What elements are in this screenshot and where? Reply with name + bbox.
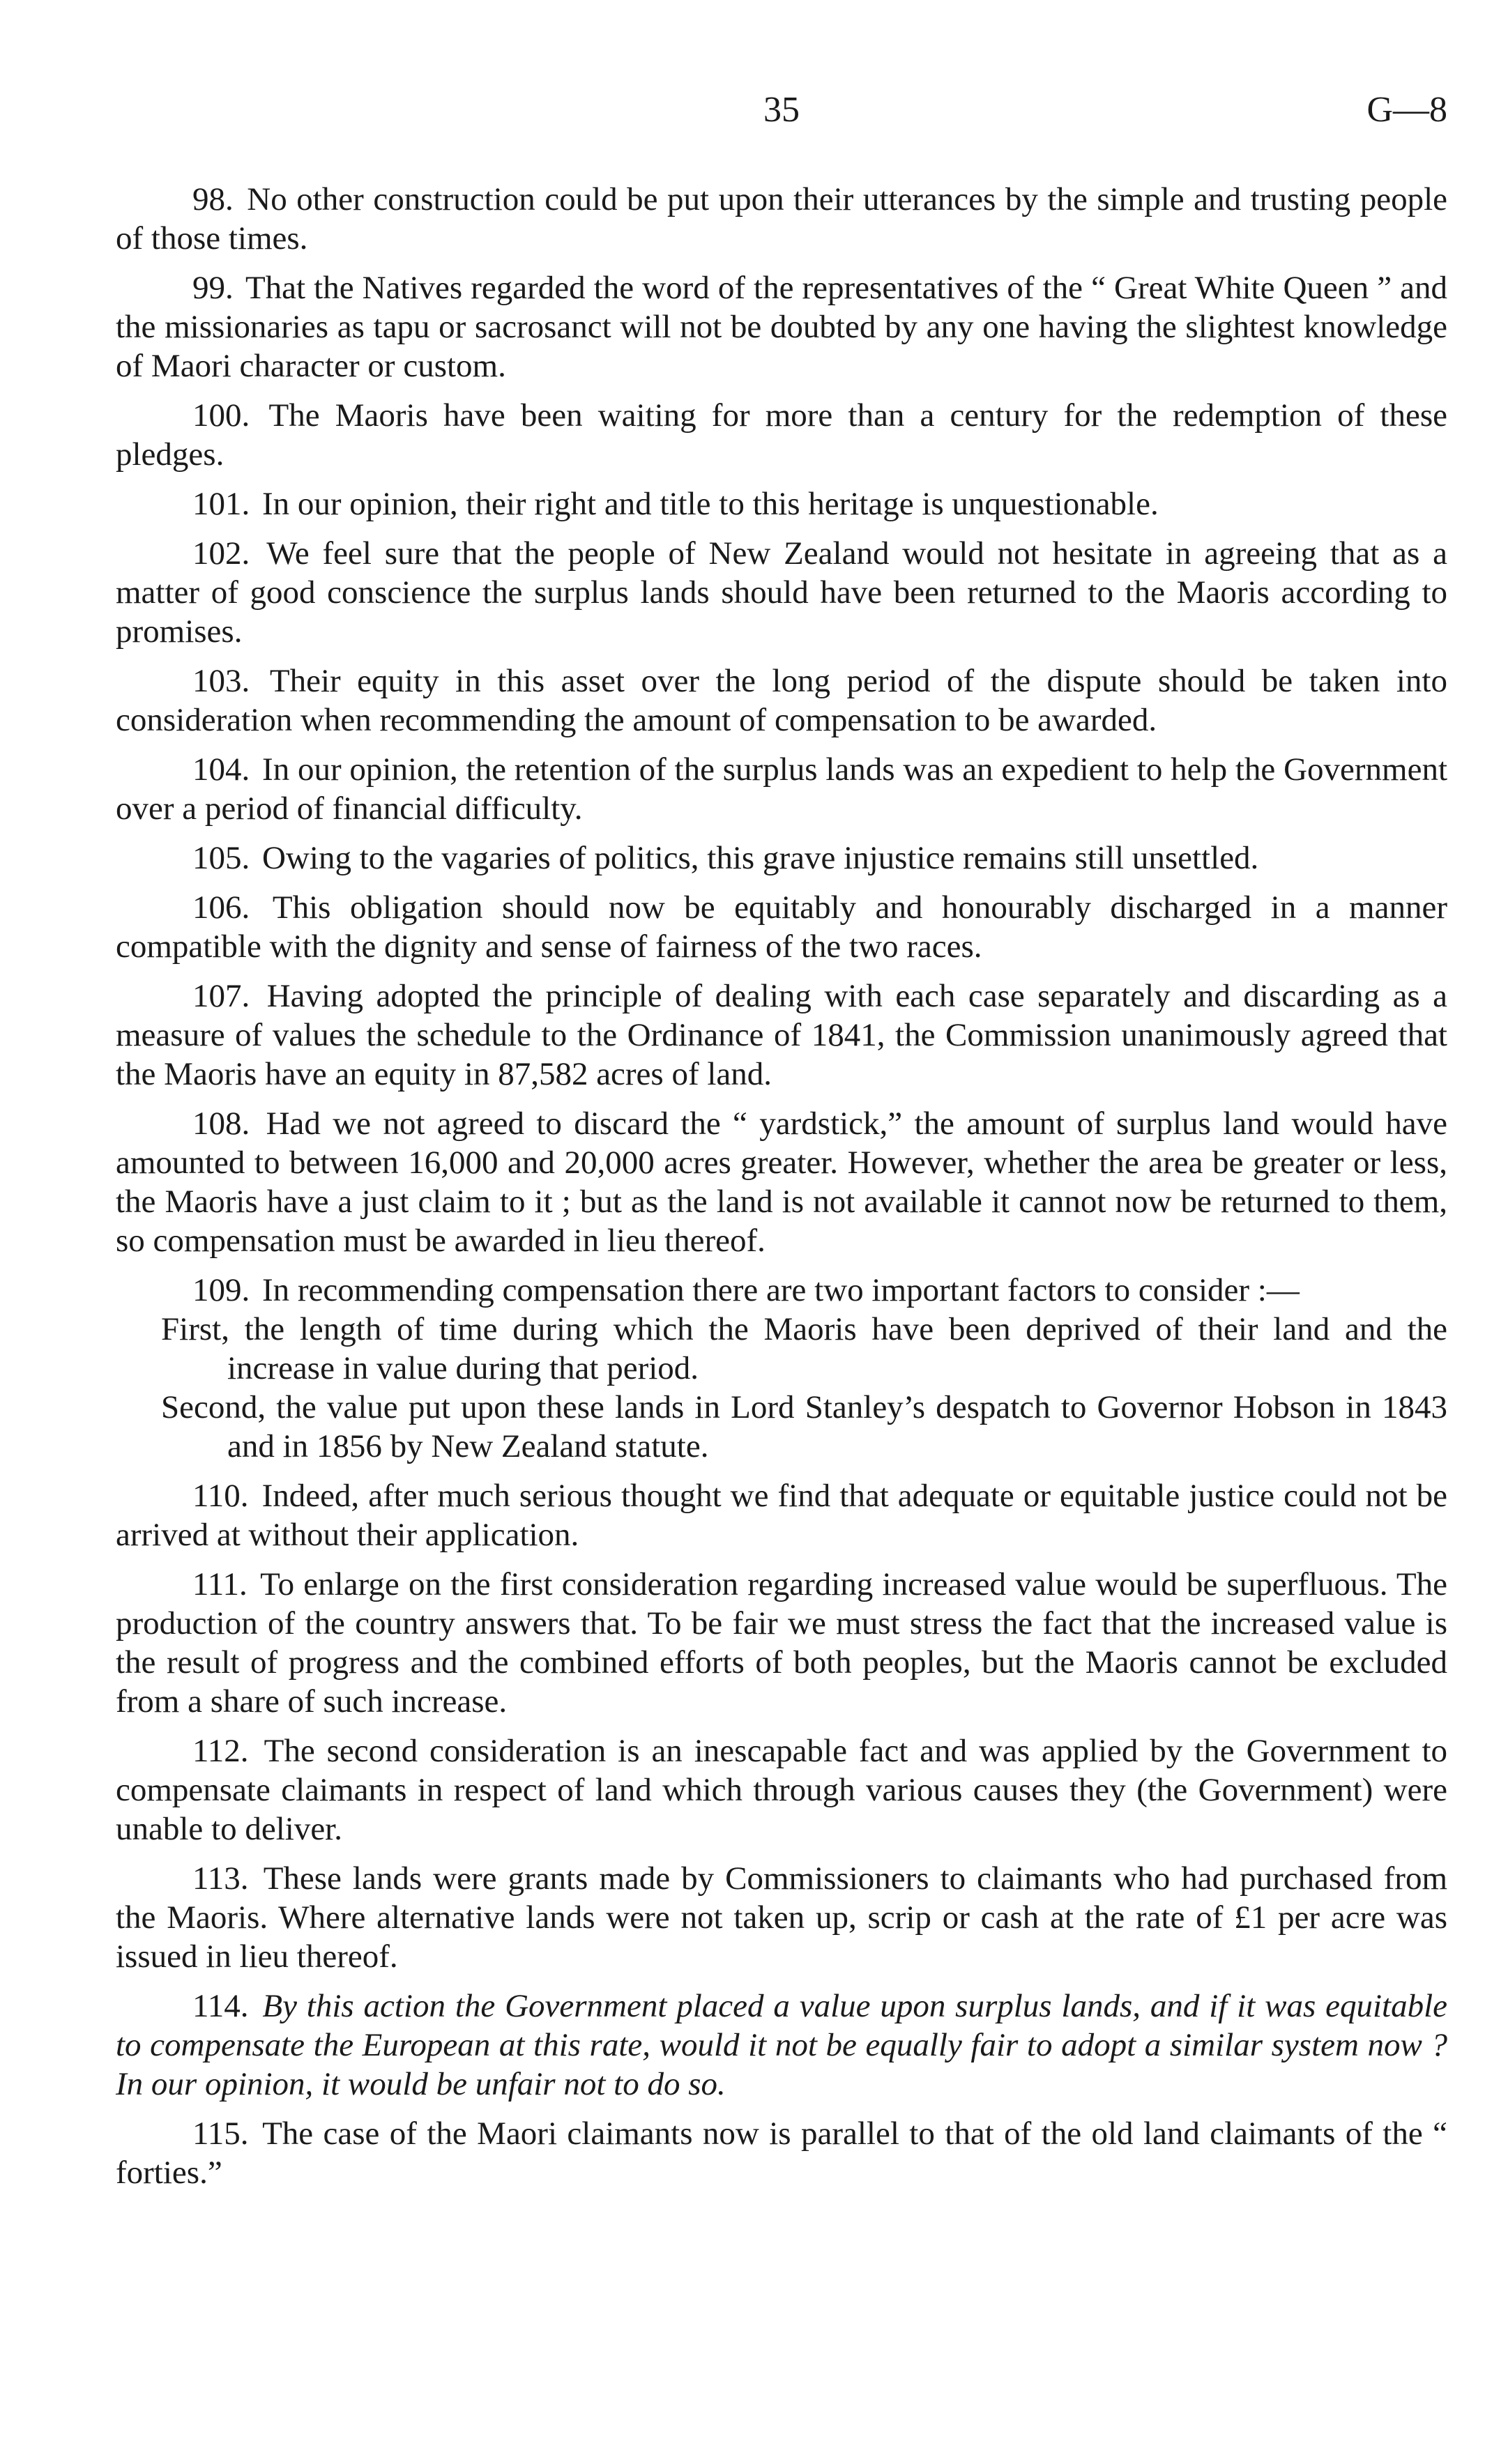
paragraph-108	[116, 1104, 1447, 1260]
paragraph-text: Owing to the vagaries of politics, this grave injustice remains still unsettled.	[262, 840, 1259, 876]
paragraph-number: 108.	[192, 1105, 250, 1142]
paragraph-text: The Maoris have been waiting for more than a century for the redemption of these pledges.	[116, 397, 1447, 473]
paragraph-text: In recommending compensation there are two important factors to consider :—	[262, 1272, 1300, 1308]
paragraph-number: 109.	[192, 1272, 250, 1308]
paragraph-number: 100.	[192, 397, 250, 434]
paragraph-text-italic: By this action the Government placed a value upon surplus lands, and if it was equitable to compensate the European at this rate, would it not be equally fair to adopt a similar system now ? In our opinion, it would be unfair not to do so.	[116, 1988, 1448, 2102]
paragraph-text: These lands were grants made by Commissioners to claimants who had purchased from the Maoris. Where alternative lands were not taken up, scrip or cash at the rate of £1 per acre was issued in lieu thereof.	[116, 1860, 1448, 1975]
factor-second: Second, the value put upon these lands in Lord Stanley’s despatch to Governor Hobson in 1843 and in 1856 by New Zealand statute.	[161, 1389, 1447, 1464]
paragraph-99	[116, 268, 1447, 385]
paragraph-111	[116, 1565, 1447, 1721]
paragraph-number: 107.	[192, 978, 250, 1014]
paragraph-107	[116, 977, 1447, 1094]
paragraph-text: Their equity in this asset over the long period of the dispute should be taken into consideration when recommending the amount of compensation to be awarded.	[116, 663, 1447, 738]
paragraph-112	[116, 1731, 1447, 1849]
paragraph-text: Indeed, after much serious thought we find that adequate or equitable justice could not be arrived at without their application.	[116, 1478, 1447, 1553]
paragraph-number: 99.	[192, 270, 234, 306]
paragraph-106	[116, 888, 1447, 966]
paragraph-text: To enlarge on the first consideration regarding increased value would be superfluous. The production of the country answers that. To be fair we must stress the fact that the increased value is the result of progress and the combined efforts of both peoples, but the Maoris cannot be excluded from a share of such increase.	[116, 1566, 1448, 1720]
paragraph-number: 112.	[192, 1733, 249, 1769]
paragraph-number: 106.	[192, 889, 250, 926]
paragraph-number: 105.	[192, 840, 250, 876]
paragraph-number: 102.	[192, 535, 250, 572]
paragraph-number: 114.	[192, 1988, 249, 2024]
paragraph-text: The case of the Maori claimants now is parallel to that of the old land claimants of the “ forties.”	[116, 2115, 1447, 2191]
paragraph-number: 111.	[192, 1566, 247, 1602]
paragraph-number: 98.	[192, 181, 234, 217]
paragraph-113	[116, 1859, 1447, 1976]
paragraph-number: 110.	[192, 1478, 249, 1514]
paragraph-text: No other construction could be put upon their utterances by the simple and trusting people of those times.	[116, 181, 1447, 257]
paragraph-text: In our opinion, the retention of the surplus lands was an expedient to help the Government over a period of financial difficulty.	[116, 751, 1448, 827]
paragraph-103	[116, 661, 1447, 740]
paragraph-105	[116, 839, 1447, 878]
paragraph-98	[116, 180, 1447, 258]
paragraph-110	[116, 1476, 1447, 1554]
body-text	[116, 180, 1447, 2203]
paragraph-109	[116, 1271, 1447, 1310]
page-number: 35	[763, 90, 800, 130]
paragraph-101	[116, 484, 1447, 523]
paragraph-number: 104.	[192, 751, 250, 788]
paragraph-104	[116, 750, 1447, 828]
paragraph-100	[116, 396, 1447, 474]
paragraph-number: 101.	[192, 486, 250, 522]
paragraph-text: This obligation should now be equitably and honourably discharged in a manner compatible with the dignity and sense of fairness of the two races.	[116, 889, 1447, 965]
paragraph-text: In our opinion, their right and title to this heritage is unquestionable.	[262, 486, 1159, 522]
paragraph-text: Had we not agreed to discard the “ yardstick,” the amount of surplus land would have amounted to between 16,000 and 20,000 acres greater. However, whether the area be greater or less, the Maoris have a just claim to it ; but as the land is not available it cannot now be returned to them, so compensation must be awarded in lieu thereof.	[116, 1105, 1448, 1259]
paragraph-number: 113.	[192, 1860, 249, 1897]
page-header	[116, 89, 1447, 138]
paragraph-text: The second consideration is an inescapable fact and was applied by the Government to compensate claimants in respect of land which through various causes they (the Government) were unable to deliver.	[116, 1733, 1447, 1847]
paragraph-text: Having adopted the principle of dealing with each case separately and discarding as a measure of values the schedule to the Ordinance of 1841, the Commission unanimously agreed that the Maoris have an equity in 87,582 acres of land.	[116, 978, 1448, 1092]
paragraph-text: That the Natives regarded the word of the representatives of the “ Great White Queen ” and the missionaries as tapu or sacrosanct will not be doubted by any one having the slightest knowledge of Maori character or custom.	[116, 270, 1447, 384]
paragraph-102	[116, 534, 1447, 651]
paragraph-number: 103.	[192, 663, 250, 699]
paragraph-text: We feel sure that the people of New Zealand would not hesitate in agreeing that as a matter of good conscience the surplus lands should have been returned to the Maoris according to promises.	[116, 535, 1447, 650]
paragraph-114	[116, 1987, 1447, 2104]
document-code: G—8	[1366, 90, 1447, 130]
paragraph-115	[116, 2114, 1447, 2192]
factor-first: First, the length of time during which the Maoris have been deprived of their land and the increase in value during that period.	[161, 1311, 1447, 1386]
paragraph-number: 115.	[192, 2115, 249, 2152]
